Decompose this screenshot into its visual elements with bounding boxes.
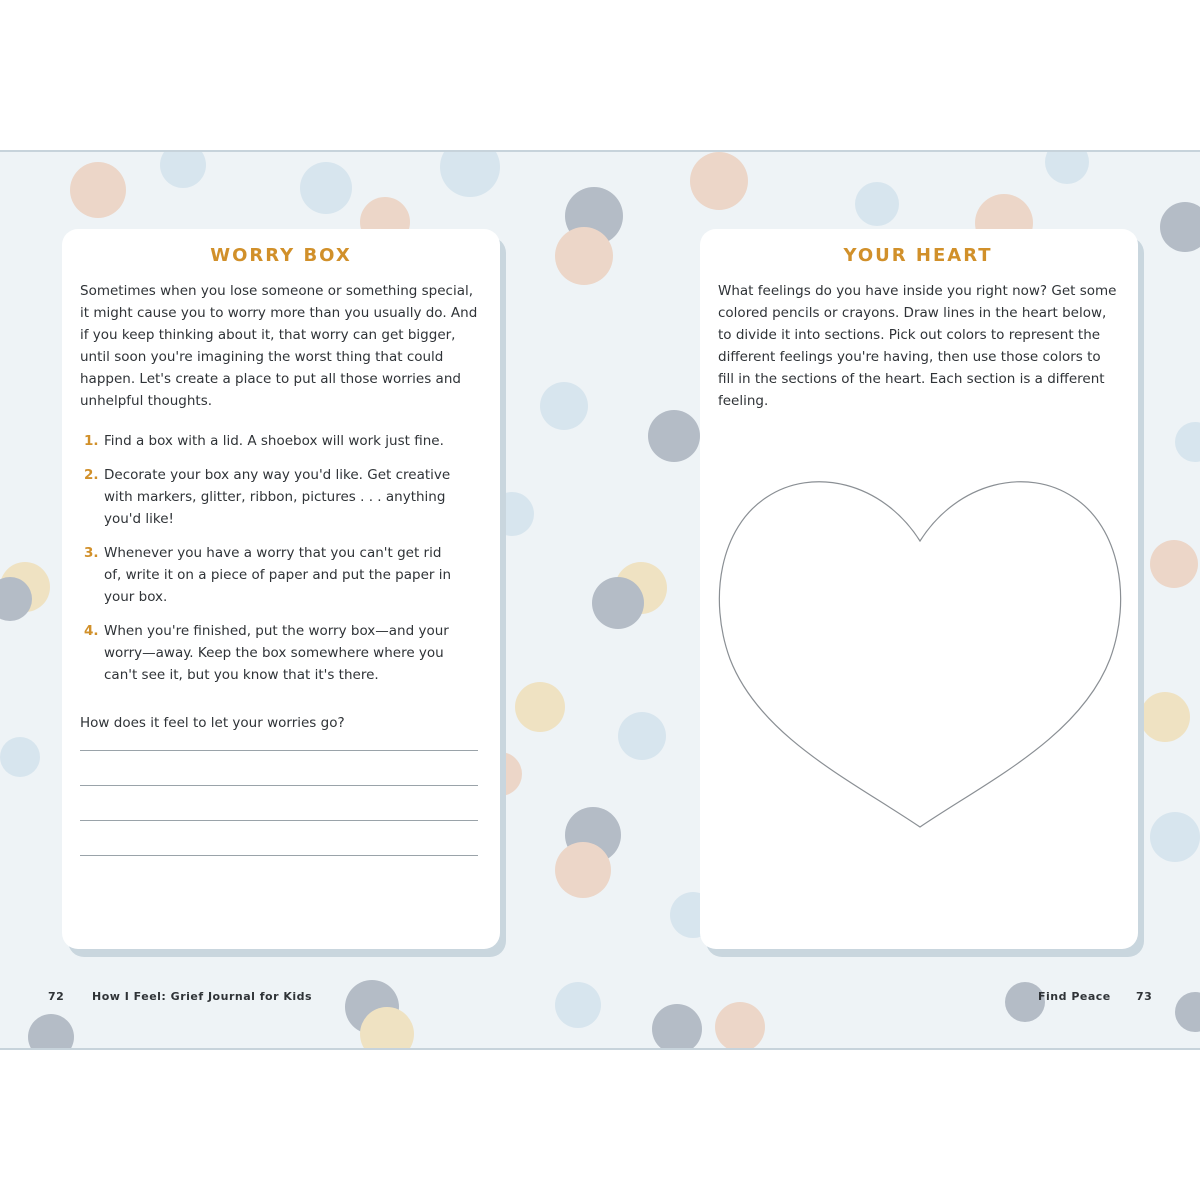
polka-dot	[1175, 422, 1200, 462]
polka-dot	[360, 1007, 414, 1050]
your-heart-card	[700, 229, 1138, 949]
polka-dot	[0, 737, 40, 777]
polka-dot	[618, 712, 666, 760]
step-text: When you're finished, put the worry box—and your worry—away. Keep the box somewhere where you can't see it, but you know that it's there.	[104, 623, 449, 683]
reflection-question: How does it feel to let your worries go?	[80, 715, 345, 731]
left-running-title: How I Feel: Grief Journal for Kids	[92, 990, 313, 1003]
worry-box-steps	[80, 430, 482, 686]
left-page-number: 72	[48, 990, 65, 1003]
writing-line[interactable]	[80, 750, 478, 751]
step-text: Whenever you have a worry that you can't get rid of, write it on a piece of paper and put the paper in your box.	[104, 545, 452, 605]
polka-dot	[28, 1014, 74, 1050]
polka-dot	[440, 150, 500, 197]
polka-dot	[1140, 692, 1190, 742]
writing-line[interactable]	[80, 855, 478, 856]
right-page-number: 73	[1136, 990, 1153, 1003]
polka-dot	[715, 1002, 765, 1050]
writing-line[interactable]	[80, 820, 478, 821]
polka-dot	[1160, 202, 1200, 252]
polka-dot	[515, 682, 565, 732]
polka-dot	[1150, 812, 1200, 862]
book-spread	[0, 150, 1200, 1050]
step-item	[84, 430, 482, 452]
polka-dot	[555, 227, 613, 285]
step-number: 1.	[84, 433, 99, 449]
step-item	[84, 620, 482, 686]
polka-dot	[70, 162, 126, 218]
right-running-title: Find Peace	[1038, 990, 1111, 1003]
polka-dot	[648, 410, 700, 462]
polka-dot	[555, 842, 611, 898]
step-number: 3.	[84, 545, 99, 561]
polka-dot	[690, 152, 748, 210]
polka-dot	[540, 382, 588, 430]
polka-dot	[855, 182, 899, 226]
heart-shape	[719, 482, 1120, 827]
polka-dot	[652, 1004, 702, 1050]
writing-line[interactable]	[80, 785, 478, 786]
worry-box-card	[62, 229, 500, 949]
polka-dot	[160, 150, 206, 188]
your-heart-title: YOUR HEART	[843, 245, 993, 266]
step-text: Decorate your box any way you'd like. Get creative with markers, glitter, ribbon, pictures . . . anything you'd like!	[104, 467, 451, 527]
polka-dot	[1175, 992, 1200, 1032]
polka-dot	[592, 577, 644, 629]
polka-dot	[1150, 540, 1198, 588]
step-text: Find a box with a lid. A shoebox will work just fine.	[104, 433, 444, 449]
polka-dot	[555, 982, 601, 1028]
step-number: 4.	[84, 623, 99, 639]
step-item	[84, 542, 482, 608]
polka-dot	[1045, 150, 1089, 184]
heart-outline[interactable]	[712, 469, 1128, 835]
step-item	[84, 464, 482, 530]
worry-box-intro: Sometimes when you lose someone or something special, it might cause you to worry more than you usually do. And if you keep thinking about it, that worry can get bigger, until soon you're imagining the worst thing that could happen. Let's create a place to put all those worries and unhelpful thoughts.	[80, 283, 478, 409]
your-heart-intro: What feelings do you have inside you right now? Get some colored pencils or crayons. Draw lines in the heart below, to divide it into sections. Pick out colors to represent the different feelings you're having, then use those colors to fill in the sections of the heart. Each section is a different feeling.	[718, 283, 1117, 409]
polka-dot	[300, 162, 352, 214]
step-number: 2.	[84, 467, 99, 483]
worry-box-title: WORRY BOX	[210, 245, 352, 266]
